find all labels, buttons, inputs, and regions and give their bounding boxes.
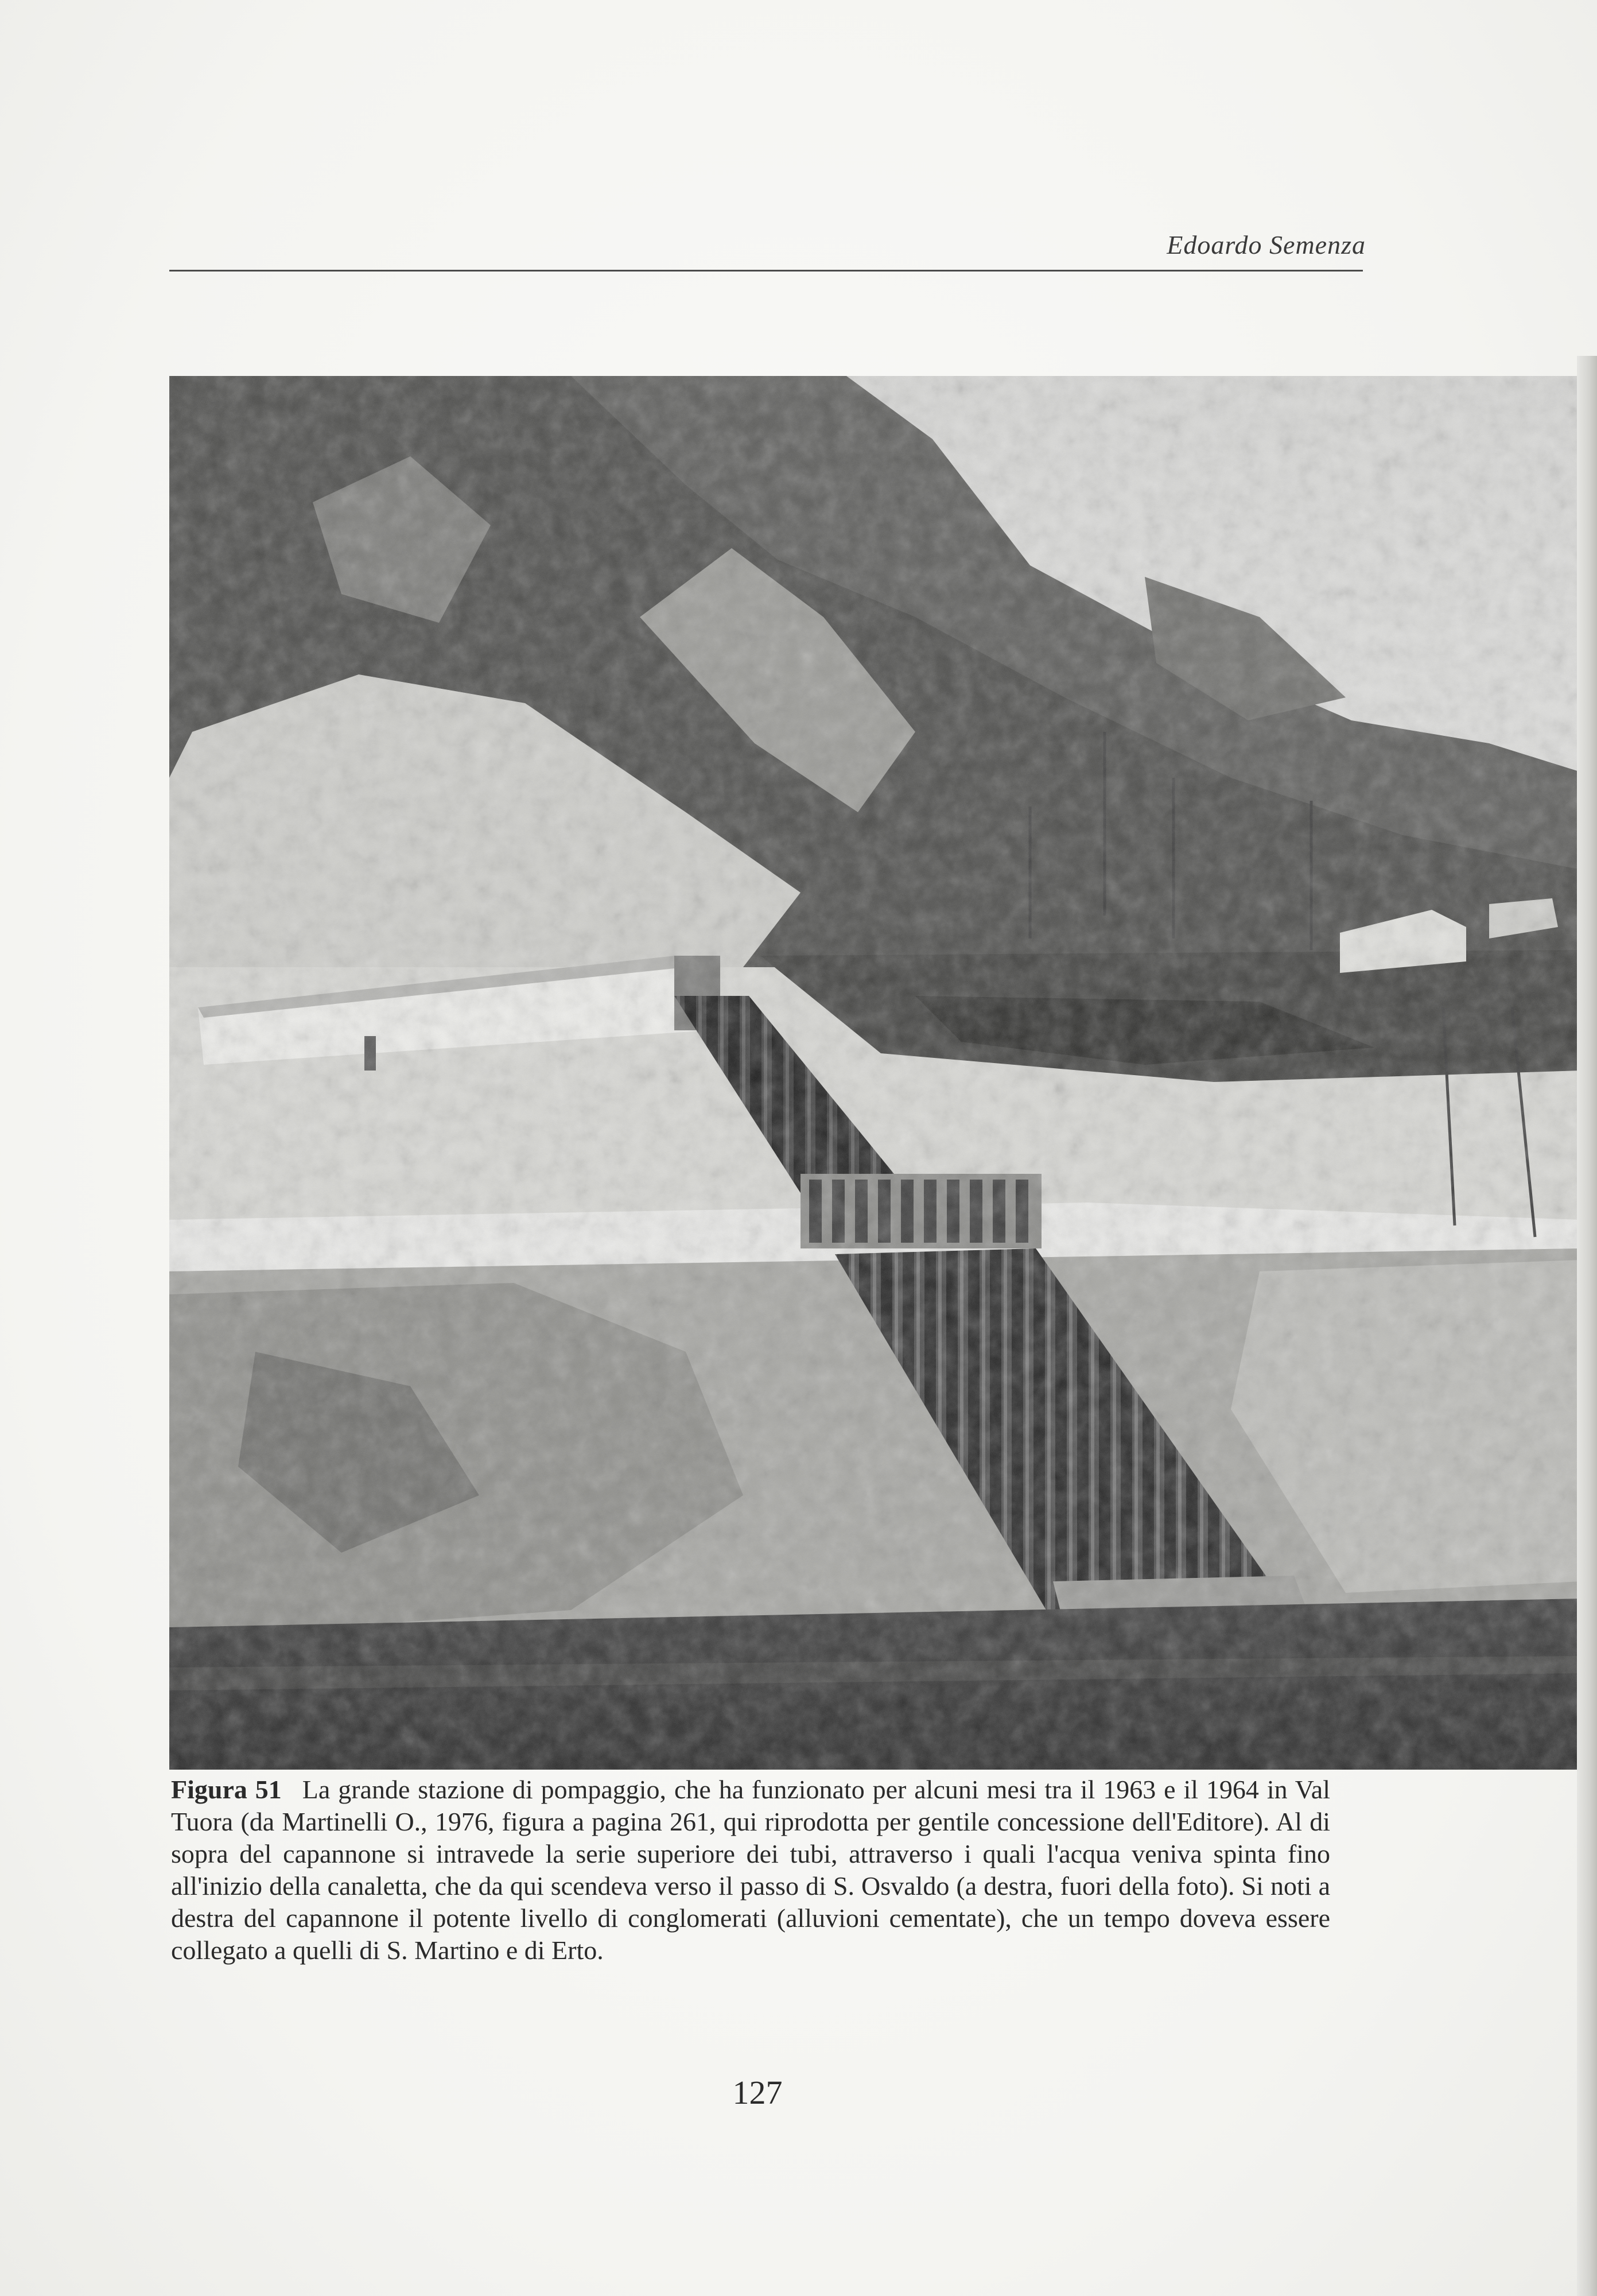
running-head-author: Edoardo Semenza: [1167, 230, 1366, 259]
page-edge-shadow: [1577, 356, 1597, 2296]
page-number: 127: [732, 2074, 783, 2111]
figure-label: Figura 51: [171, 1775, 282, 1804]
figure-caption: [171, 1774, 1330, 1967]
figure-photograph: [169, 376, 1581, 1770]
header-rule: [169, 270, 1363, 272]
figure-caption-text: La grande stazione di pompaggio, che ha funzionato per alcuni mesi tra il 1963 e il 1964 in Val Tuora (da Martinelli O., 1976, figura a pagina 261, qui riprodotta per gentile concessione dell'Editore). Al di sopra del capannone si intravede la serie superiore dei tubi, attraverso i quali l'acqua veniva spinta fino all'inizio della canaletta, che da qui scendeva verso il passo di S. Osvaldo (a destra, fuori della foto). Si noti a destra del capannone il potente livello di conglomerati (alluvioni cementate), che un tempo doveva essere collegato a quelli di S. Martino e di Erto.: [171, 1775, 1330, 1965]
